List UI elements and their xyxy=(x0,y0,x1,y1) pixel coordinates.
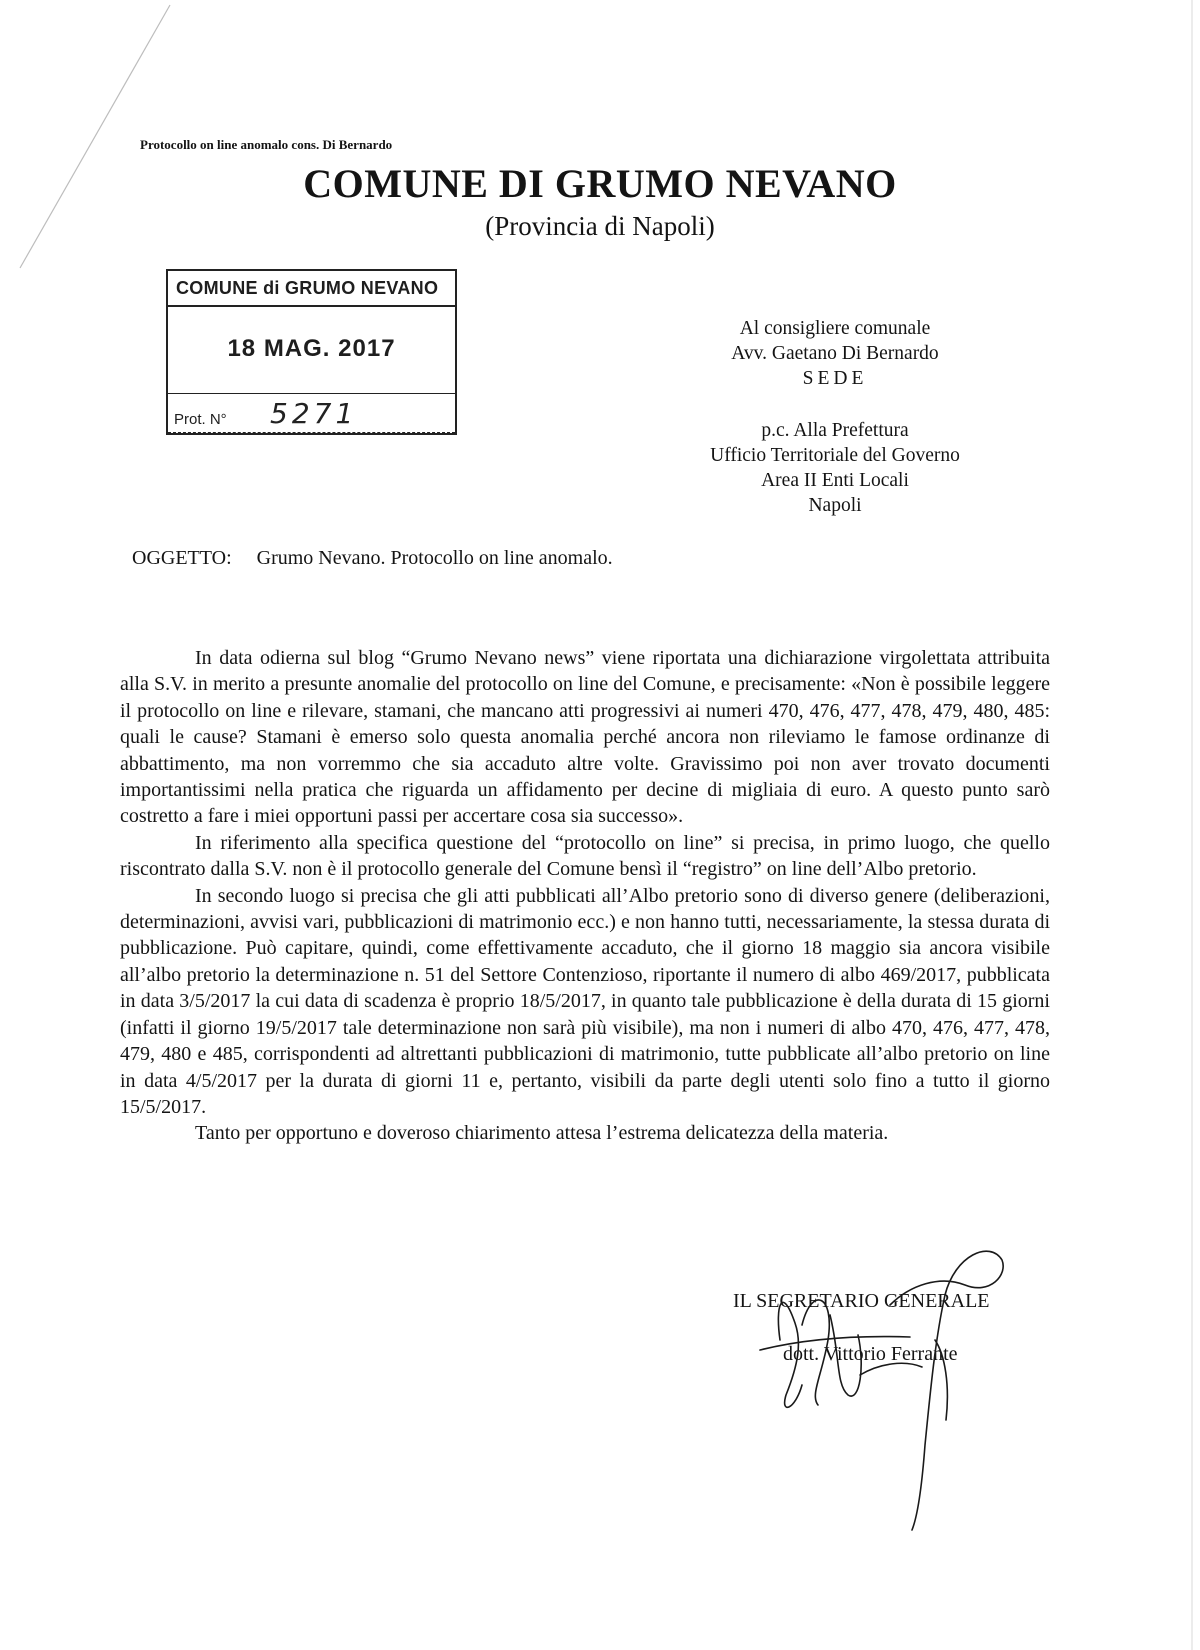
signer-name: dott. Vittorio Ferrante xyxy=(783,1343,958,1365)
handwritten-signature xyxy=(740,1245,1070,1535)
organization-name: COMUNE DI GRUMO NEVANO xyxy=(303,161,897,206)
protocol-stamp xyxy=(166,269,457,435)
recipient-line-1: Al consigliere comunale xyxy=(739,318,931,339)
recipient-block xyxy=(690,316,980,391)
subject-text: Grumo Nevano. Protocollo on line anomalo. xyxy=(256,547,613,569)
scan-edge-right xyxy=(1180,0,1200,1650)
stamp-protocol-row xyxy=(168,393,455,433)
body-paragraph: In data odierna sul blog “Grumo Nevano news” viene riportata una dichiarazione virgolettata attribuita alla S.V. in merito a presunte anomalie del protocollo on line del Comune, e precisamente: «Non è possibile leggere il protocollo on line e rilevare, stamani, che mancano atti progressivi ai numeri 470, 476, 477, 478, 479, 480, 485: quali le cause? Stamani è emerso solo questa anomalia perché ancora non rileviamo le famose ordinanze di abbattimento, ma non vorremmo che sia accaduto altre volte. Gravissimo poi non aver trovato documenti importantissimi nella pratica che riguarda un affidamento per decine di migliaia di euro. A questo punto sarò costretto a fare i miei opportuni passi per accertare cosa sia successo». xyxy=(120,647,1050,828)
stamp-date: 18 MAG. 2017 xyxy=(227,335,396,362)
stamp-header: COMUNE di GRUMO NEVANO xyxy=(168,271,455,307)
reference-line: Protocollo on line anomalo cons. Di Bernardo xyxy=(140,137,393,152)
recipient-line-2: Avv. Gaetano Di Bernardo xyxy=(731,343,939,364)
cc-line-3: Area II Enti Locali xyxy=(761,470,909,491)
cc-line-4: Napoli xyxy=(808,495,862,516)
subject-line xyxy=(132,547,613,570)
stamp-protocol-label: Prot. N° xyxy=(174,411,227,428)
province-line: (Provincia di Napoli) xyxy=(485,211,715,241)
recipient-line-3: SEDE xyxy=(802,368,868,389)
letter-body xyxy=(120,645,1050,1147)
cc-line-2: Ufficio Territoriale del Governo xyxy=(710,445,960,466)
body-paragraph: In secondo luogo si precisa che gli atti pubblicati all’Albo pretorio sono di diverso genere (deliberazioni, determinazioni, avvisi vari, pubblicazioni di matrimonio ecc.) e non hanno tutti, necessariamente, la stessa durata di pubblicazione. Può capitare, quindi, come effettivamente accaduto, che il giorno 18 maggio sia ancora visibile all’albo pretorio la determinazione n. 51 del Settore Contenzioso, riportante il numero di albo 469/2017, pubblicata in data 3/5/2017 la cui data di scadenza è proprio 18/5/2017, in quanto tale pubblicazione è della durata di 15 giorni (infatti il giorno 19/5/2017 tale determinazione non sarà più visibile), ma non i numeri di albo 470, 476, 477, 478, 479, 480 e 485, corrispondenti ad altrettanti pubblicazioni di matrimonio, tutte pubblicate all’albo pretorio on line in data 4/5/2017 per la durata di giorni 11 e, pertanto, visibili da parte degli utenti solo fino a tutto il giorno 15/5/2017. xyxy=(120,884,1050,1118)
cc-line-1: p.c. Alla Prefettura xyxy=(761,420,909,441)
stamp-protocol-number: 5271 xyxy=(270,397,358,430)
subject-label: OGGETTO: xyxy=(132,547,232,569)
signer-title: IL SEGRETARIO GENERALE xyxy=(733,1290,990,1312)
body-paragraph: Tanto per opportuno e doveroso chiarimento attesa l’estrema delicatezza della materia. xyxy=(195,1122,889,1145)
body-paragraph: In riferimento alla specifica questione del “protocollo on line” si precisa, in primo luogo, che quello riscontrato dalla S.V. non è il protocollo generale del Comune bensì il “registro” on line dell’Albo pretorio. xyxy=(120,831,1050,881)
cc-block xyxy=(670,418,1000,518)
